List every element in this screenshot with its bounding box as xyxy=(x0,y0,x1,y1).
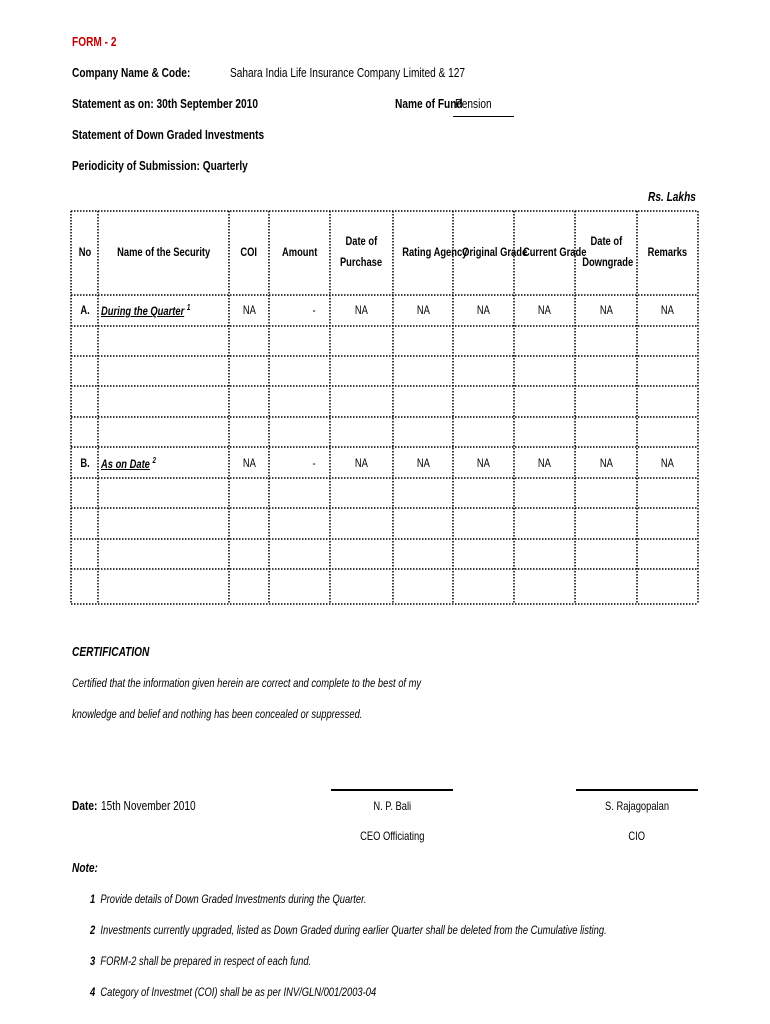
section-b-date-purchase: NA xyxy=(354,456,368,470)
section-a-remarks: NA xyxy=(660,303,674,317)
col-rating-agency: Rating Agency xyxy=(402,245,468,259)
col-date-downgrade: Date of Downgrade xyxy=(582,234,634,269)
note-item: 4 Category of Investmet (COI) shall be as per INV/GLN/001/2003-04 xyxy=(90,985,377,999)
col-remarks: Remarks xyxy=(647,245,688,259)
signer-1-name: N. P. Bali xyxy=(373,799,411,813)
signer-2-title: CIO xyxy=(628,829,646,843)
section-b-rating-agency: NA xyxy=(416,456,430,470)
col-original-grade: Original Grade xyxy=(462,245,528,259)
form-label: FORM - 2 xyxy=(72,34,117,49)
section-a-coi: NA xyxy=(242,303,256,317)
col-amount: Amount xyxy=(281,245,318,259)
col-current-grade: Current Grade xyxy=(522,245,587,259)
company-value: Sahara India Life Insurance Company Limited & 127 xyxy=(230,65,466,80)
note-item: 2 Investments currently upgraded, listed as Down Graded during earlier Quarter shall be deleted from the Cumulative listing. xyxy=(90,923,607,937)
section-a-original-grade: NA xyxy=(476,303,490,317)
col-no: No xyxy=(78,245,91,259)
statement-title: Statement of Down Graded Investments xyxy=(72,127,265,142)
periodicity: Periodicity of Submission: Quarterly xyxy=(72,158,248,173)
certification-line-1: Certified that the information given herein are correct and complete to the best of my xyxy=(72,676,422,690)
fund-value: Pension xyxy=(455,96,492,111)
col-date-purchase: Date of Purchase xyxy=(340,234,383,269)
section-a-rating-agency: NA xyxy=(416,303,430,317)
note-item: 3 FORM-2 shall be prepared in respect of each fund. xyxy=(90,954,312,968)
section-b-remarks: NA xyxy=(660,456,674,470)
date-value: 15th November 2010 xyxy=(101,798,196,813)
note-item: 1 Provide details of Down Graded Investments during the Quarter. xyxy=(90,892,367,906)
section-a-date-purchase: NA xyxy=(354,303,368,317)
fund-label: Name of Fund xyxy=(395,96,463,111)
section-b-original-grade: NA xyxy=(476,456,490,470)
company-label: Company Name & Code: xyxy=(72,65,191,80)
section-a-no: A. xyxy=(79,303,90,317)
notes-title: Note: xyxy=(72,860,98,875)
section-a-amount: - xyxy=(312,303,316,317)
section-a-label: During the Quarter $^1$ xyxy=(101,303,191,318)
certification-title: CERTIFICATION xyxy=(72,644,150,659)
signer-1-title: CEO Officiating xyxy=(359,829,425,843)
statement-date: Statement as on: 30th September 2010 xyxy=(72,96,258,111)
fund-underline xyxy=(453,116,514,117)
signature-line-2 xyxy=(576,789,698,791)
currency-unit: Rs. Lakhs xyxy=(648,189,696,204)
section-a-current-grade: NA xyxy=(537,303,551,317)
col-security: Name of the Security xyxy=(116,245,211,259)
certification-line-2: knowledge and belief and nothing has been concealed or suppressed. xyxy=(72,707,363,721)
section-b-date-downgrade: NA xyxy=(599,456,613,470)
signer-2-name: S. Rajagopalan xyxy=(604,799,670,813)
section-b-current-grade: NA xyxy=(537,456,551,470)
section-b-label: As on Date $^2$ xyxy=(101,456,156,471)
col-coi: COI xyxy=(240,245,258,259)
signature-line-1 xyxy=(331,789,453,791)
section-b-coi: NA xyxy=(242,456,256,470)
section-a-date-downgrade: NA xyxy=(599,303,613,317)
section-b-no: B. xyxy=(79,456,90,470)
section-b-amount: - xyxy=(312,456,316,470)
date-label: Date: xyxy=(72,798,98,813)
